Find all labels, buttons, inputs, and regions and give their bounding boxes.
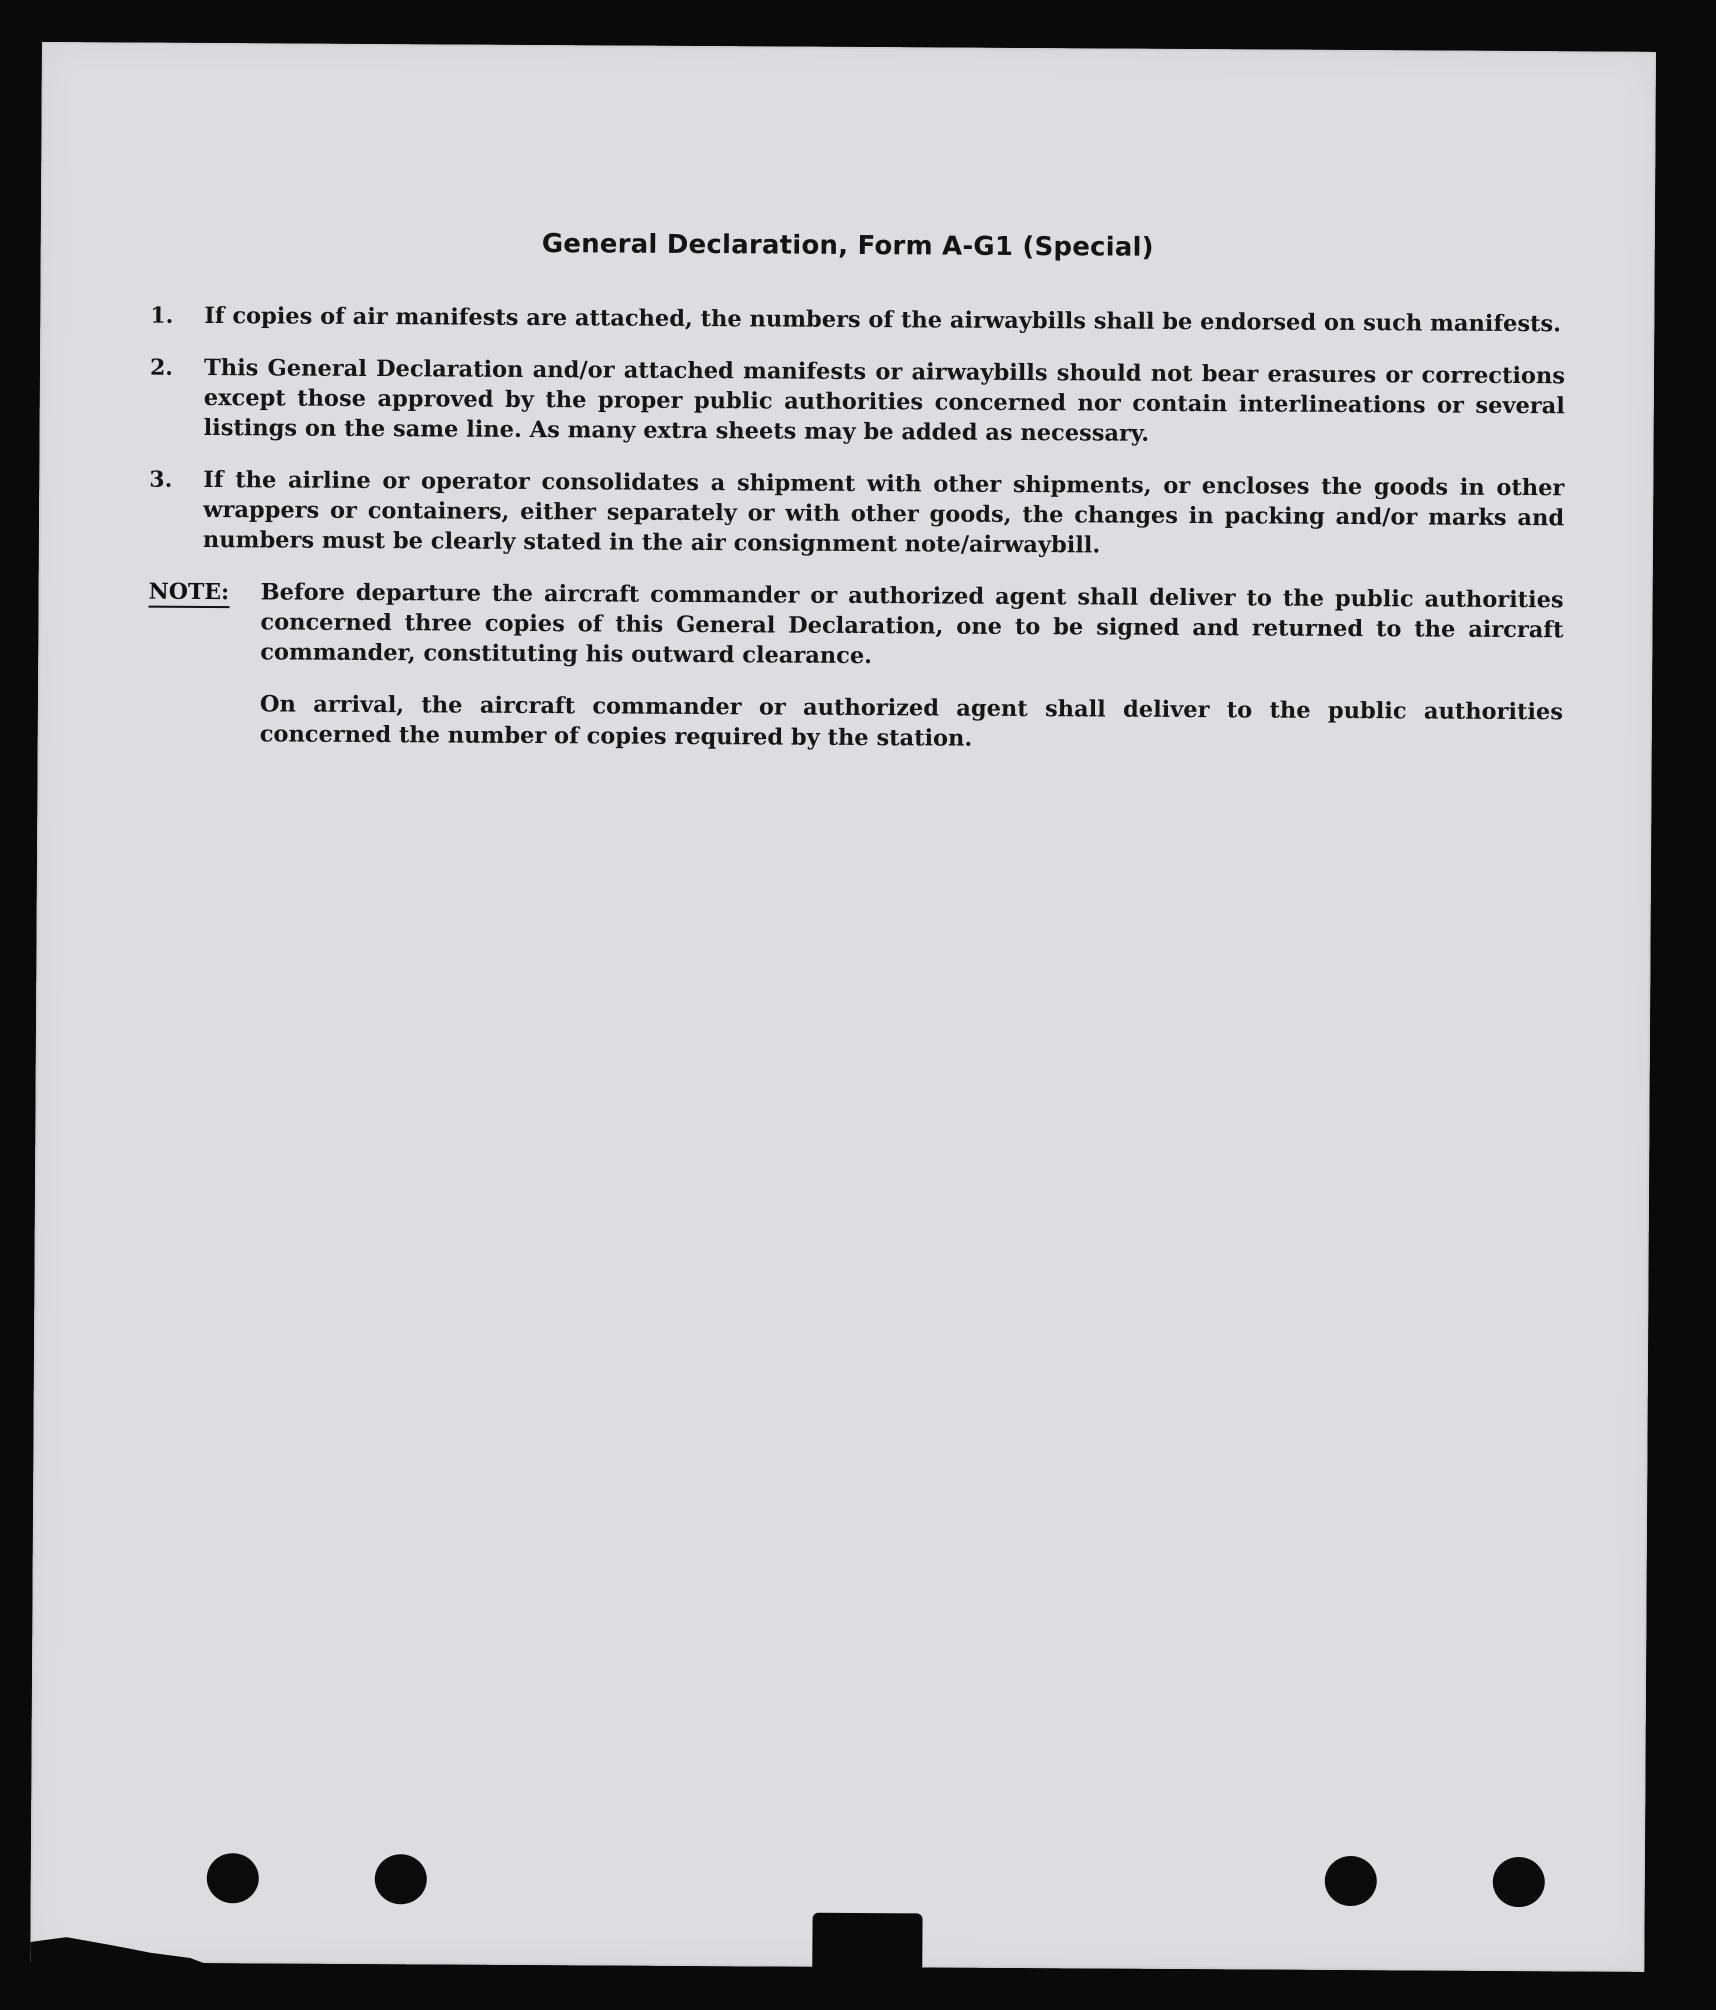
binding-notch xyxy=(812,1913,922,1974)
punch-hole xyxy=(207,1853,259,1903)
note-label xyxy=(148,577,261,772)
instruction-text: If the airline or operator consolidates a shipment with other shipments, or encloses the goods in other wrappers or containers, either separately or with other goods, the changes in packing and/or marks and numbers must be clearly stated in the air consignment note/airwaybill. xyxy=(202,466,1565,559)
instruction-text: If copies of air manifests are attached, the numbers of the airwaybills shall be endorsed on such manifests. xyxy=(204,302,1562,338)
document-title: General Declaration, Form A-G1 (Special) xyxy=(541,229,1154,263)
instruction-number: 2. xyxy=(149,354,174,381)
instruction-number: 1. xyxy=(150,302,174,329)
punch-hole xyxy=(1325,1856,1377,1906)
instruction-item xyxy=(150,301,1565,340)
instruction-item xyxy=(149,465,1565,564)
note-section xyxy=(148,577,1564,780)
punch-hole xyxy=(375,1854,427,1904)
note-paragraph: On arrival, the aircraft commander or authorized agent shall deliver to the public authorities concerned the number of copies required by the station. xyxy=(259,691,1564,752)
note-label-text: NOTE: xyxy=(149,579,230,608)
punch-hole xyxy=(1493,1857,1545,1907)
instruction-text: This General Declaration and/or attached manifests or airwaybills should not bear erasures or corrections except those approved by the proper public authorities concerned nor contain interlineations or several listings on the same line. As many extra sheets may be added as necessary. xyxy=(203,354,1566,447)
instruction-number: 3. xyxy=(149,466,173,493)
instruction-list xyxy=(148,301,1566,780)
document-page xyxy=(30,42,1656,1972)
note-body xyxy=(260,577,1564,779)
torn-corner xyxy=(30,1922,230,1973)
note-paragraph: Before departure the aircraft commander or authorized agent shall deliver to the public authorities concerned three copies of this General Declaration, one to be signed and returned to the aircraft commander, constituting his outward clearance. xyxy=(260,579,1564,670)
instruction-item xyxy=(150,353,1566,452)
